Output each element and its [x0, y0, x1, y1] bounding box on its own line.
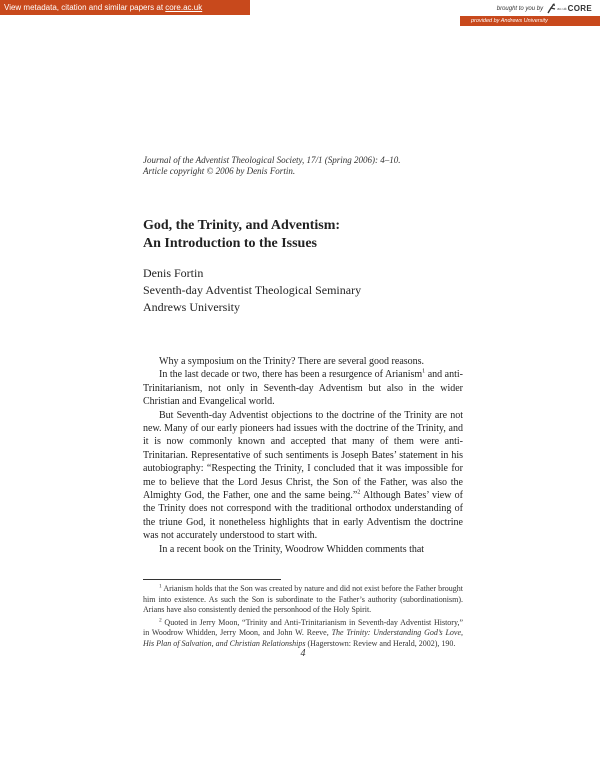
- footnote-divider: [143, 579, 281, 580]
- paragraph-2-text-a: In the last decade or two, there has been a resurgence of Arianism: [159, 369, 423, 381]
- footnote-ref-2[interactable]: 2: [357, 489, 361, 496]
- core-logo-icon: [546, 3, 556, 14]
- core-brought-by: [497, 2, 592, 15]
- footnotes: [143, 584, 463, 651]
- provided-by-text: provided by Andrews University: [471, 18, 548, 24]
- article-title: [143, 217, 463, 253]
- footnote-2-number: 2: [159, 616, 162, 623]
- author-block: [143, 265, 483, 316]
- footnote-1-text: Arianism holds that the Son was created by nature and did not exist before the Father brought him into existence. As such the Son is subordinate to the Father’s authority (subordinationism). Arians have also consistently denied the personhood of the Holy Spirit.: [143, 584, 463, 614]
- paragraph-2: [143, 368, 463, 408]
- author-affiliation-1: Seventh-day Adventist Theological Seminary: [143, 283, 362, 297]
- provided-by-bar: [460, 16, 600, 26]
- copyright-line: Article copyright © 2006 by Denis Fortin.: [143, 166, 296, 176]
- page-number: 4: [300, 648, 306, 659]
- paragraph-2-text-b: and anti-Trinitarianism, not only in Seventh-day Adventism but also in the wider Christian and Evangelical world.: [143, 369, 464, 408]
- core-logo[interactable]: ac.uk CORE: [546, 3, 592, 14]
- title-line-2: An Introduction to the Issues: [143, 236, 317, 251]
- footnote-1: [143, 584, 463, 616]
- journal-citation-line: Journal of the Adventist Theological Society, 17/1 (Spring 2006): 4–10.: [143, 155, 401, 165]
- core-link[interactable]: core.ac.uk: [165, 3, 203, 12]
- article-body: [143, 355, 463, 556]
- paragraph-3: [143, 409, 463, 543]
- core-banner: [0, 0, 600, 28]
- footnote-2-text-a: Quoted in Jerry Moon, “Trinity and Anti-Trinitarianism in Seventh-day Adventist History,” in Woodrow Whidden, Jerry Moon, and John W. Reeve,: [143, 617, 463, 637]
- paragraph-1: Why a symposium on the Trinity? There are several good reasons.: [159, 356, 425, 367]
- paragraph-3-text-b: Although Bates’ view of the Trinity does not correspond with the traditional orthodox understanding of the triune God, it nonetheless highlights that in early Adventism the doctrine was not accurately understood to start with.: [143, 490, 463, 542]
- footnote-2: [143, 618, 463, 650]
- core-brand: CORE: [567, 4, 592, 13]
- footnote-1-number: 1: [159, 583, 162, 590]
- brought-by-text: brought to you by: [496, 5, 544, 12]
- journal-citation: [143, 155, 463, 177]
- footnote-2-book-title: The Trinity: Understanding God’s Love, His Plan of Salvation, and Christian Relationships: [143, 628, 464, 648]
- core-metadata-text: View metadata, citation and similar papers at: [4, 3, 166, 12]
- author-name: Denis Fortin: [143, 266, 204, 280]
- footnote-2-text-b: (Hagerstown: Review and Herald, 2002), 190.: [305, 638, 456, 648]
- core-metadata-bar[interactable]: [0, 0, 250, 15]
- title-line-1: God, the Trinity, and Adventism:: [143, 218, 341, 233]
- author-affiliation-2: Andrews University: [143, 300, 240, 314]
- footnote-ref-1[interactable]: 1: [422, 369, 426, 376]
- paragraph-3-text-a: But Seventh-day Adventist objections to the doctrine of the Trinity are not new. Many of our early pioneers had issues with the doctrine of the Trinity, and it is now commonly known and accepted that many of them were anti-Trinitarian. Representative of such sentiments is Joseph Bates’ statement in his autobiography: “Respecting the Trinity, I concluded that it was impossible for me to believe that the Lord Jesus Christ, the Son of the Father, was also the Almighty God, the Father, one and the same being.”: [143, 409, 463, 502]
- paragraph-4: In a recent book on the Trinity, Woodrow Whidden comments that: [159, 543, 425, 555]
